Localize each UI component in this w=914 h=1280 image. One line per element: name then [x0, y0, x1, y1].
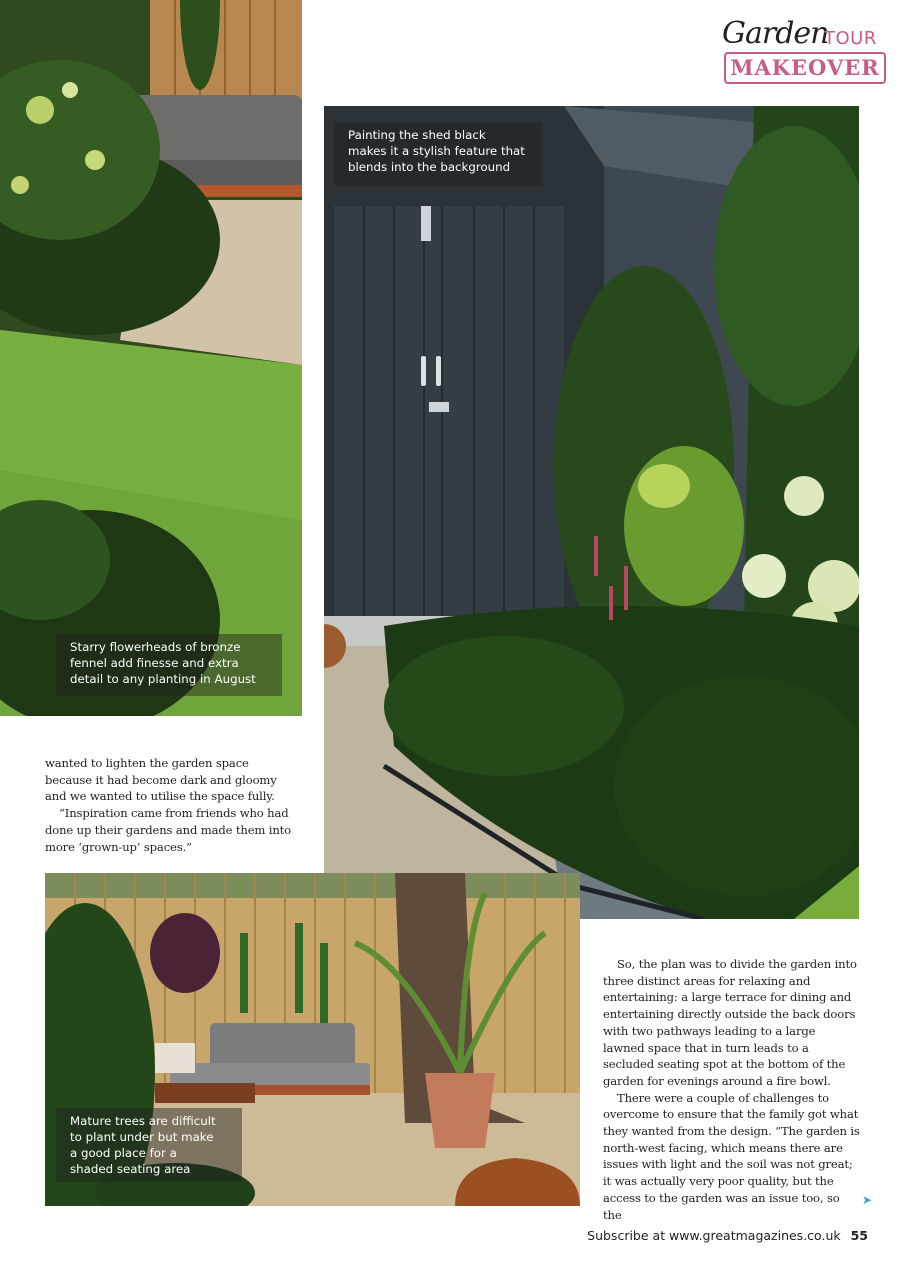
caption-line: fennel add finesse and extra	[70, 656, 239, 670]
photo-lawn-and-sofa	[0, 0, 302, 716]
caption-line: to plant under but make	[70, 1130, 214, 1144]
caption-line: Painting the shed black	[348, 128, 486, 142]
caption-line: Starry flowerheads of bronze	[70, 640, 241, 654]
brand-garden-text: Garden	[722, 16, 829, 51]
article-paragraph: There were a couple of challenges to overcome to ensure that the family got what they wanted from the design. “The garden is north-west facing, which means there are issues with light and the soil was not great; it was actually very poor quality, but the access to the garden was an issue too, so the	[603, 1090, 860, 1222]
subscribe-link[interactable]: Subscribe at www.greatmagazines.co.uk	[587, 1228, 841, 1243]
continue-arrow-icon: ➤	[862, 1193, 873, 1207]
caption-line: detail to any planting in August	[70, 672, 256, 686]
article-paragraph: So, the plan was to divide the garden into three distinct areas for relaxing and entertaining: a large terrace for dining and entertaining directly outside the back doors with two pathways leading to a large lawned space that in turn leads to a secluded seating spot at the bottom of the garden for evenings around a fire bowl.	[603, 957, 857, 1088]
photo-black-shed	[324, 106, 859, 919]
article-paragraph: “Inspiration came from friends who had done up their gardens and made them into more ‘grown-up’ spaces.”	[45, 806, 292, 854]
caption-trees	[56, 1108, 242, 1182]
caption-line: makes it a stylish feature that	[348, 144, 525, 158]
caption-line: blends into the background	[348, 160, 511, 174]
caption-line: shaded seating area	[70, 1162, 191, 1176]
brand-tour-text: TOUR	[824, 28, 877, 49]
article-column-right	[603, 956, 860, 1223]
brand-makeover-badge: MAKEOVER	[724, 52, 886, 84]
caption-shed	[334, 122, 542, 186]
page-footer	[587, 1228, 868, 1243]
caption-fennel	[56, 634, 282, 696]
section-brand-logo	[720, 18, 890, 90]
caption-line: a good place for a	[70, 1146, 177, 1160]
article-paragraph: wanted to lighten the garden space because it had become dark and gloomy and we wanted to utilise the space fully.	[45, 756, 277, 804]
caption-line: Mature trees are difficult	[70, 1114, 216, 1128]
page-number: 55	[850, 1228, 868, 1243]
article-column-left	[45, 755, 297, 855]
